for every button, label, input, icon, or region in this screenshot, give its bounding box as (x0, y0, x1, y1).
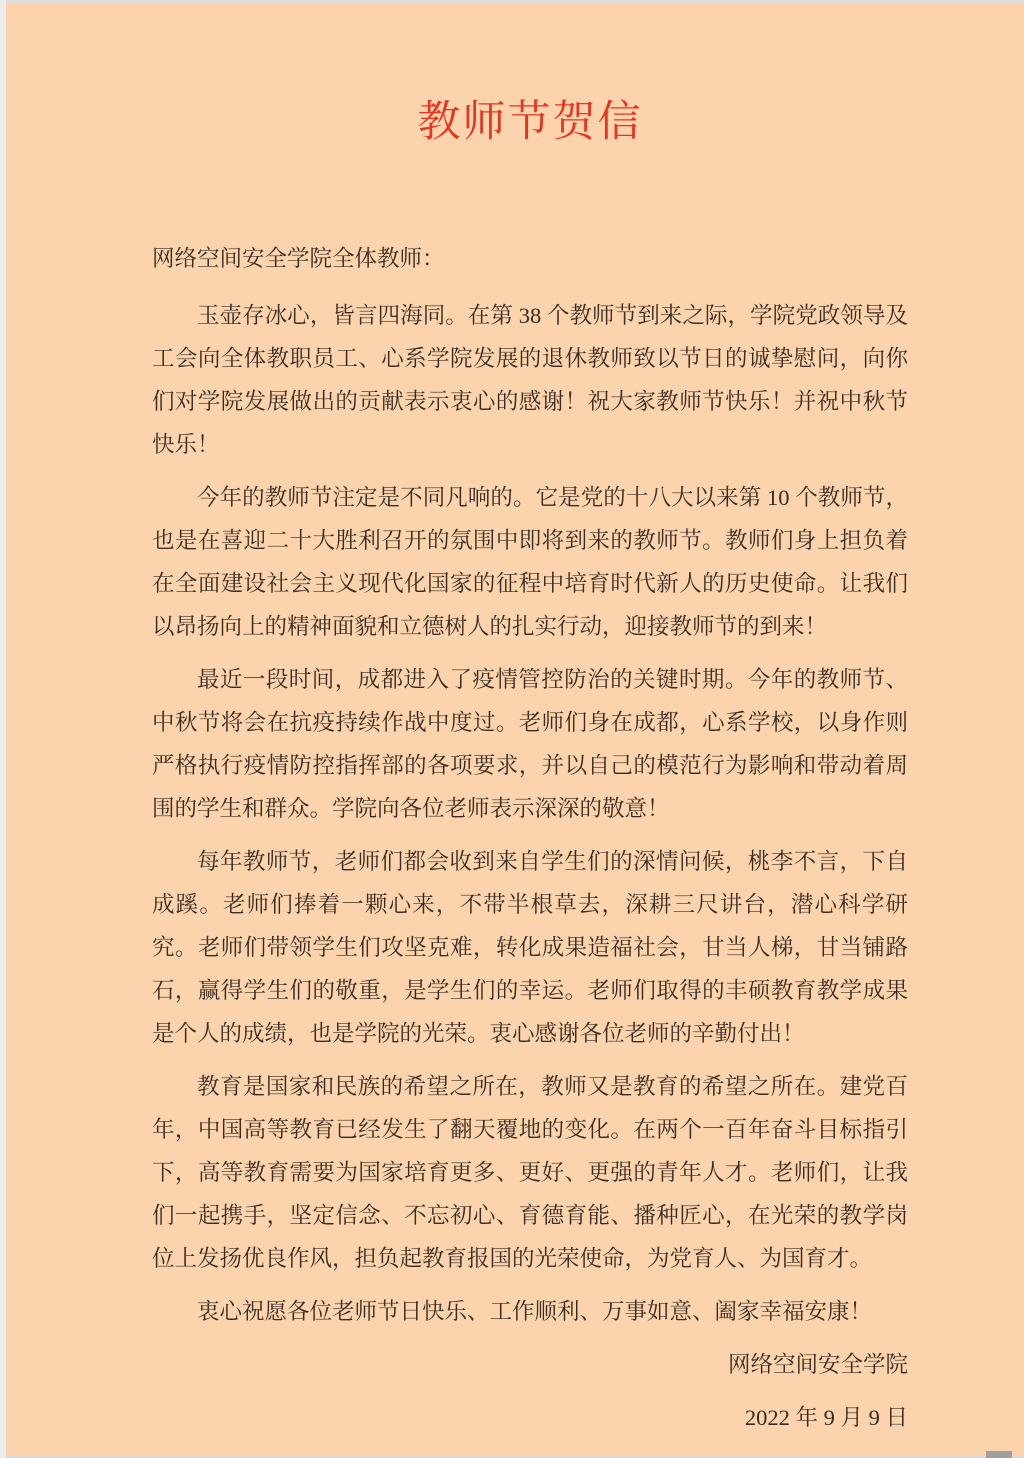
letter-paragraph-1: 玉壶存冰心，皆言四海同。在第 38 个教师节到来之际，学院党政领导及工会向全体教职员工、心系学院发展的退休教师致以节日的诚挚慰问，向你们对学院发展做出的贡献表示衷心的感谢！祝大家教师节快乐！并祝中秋节快乐！ (152, 303, 908, 457)
letter-paragraph-5: 教育是国家和民族的希望之所在，教师又是教育的希望之所在。建党百年，中国高等教育已经发生了翻天覆地的变化。在两个一百年奋斗目标指引下，高等教育需要为国家培育更多、更好、更强的青年人才。老师们，让我们一起携手，坚定信念、不忘初心、育德育能、播种匠心，在光荣的教学岗位上发扬优良作风，担负起教育报国的光荣使命，为党育人、为国育才。 (152, 1074, 908, 1271)
letter-paragraph-4: 每年教师节，老师们都会收到来自学生们的深情问候，桃李不言，下自成蹊。老师们捧着一颗心来，不带半根草去，深耕三尺讲台，潜心科学研究。老师们带领学生们攻坚克难，转化成果造福社会，甘当人梯，甘当铺路石，赢得学生们的敬重，是学生们的幸运。老师们取得的丰硕教育教学成果是个人的成绩，也是学院的光荣。衷心感谢各位老师的辛勤付出！ (152, 849, 908, 1046)
letter-title: 教师节贺信 (417, 99, 643, 146)
letter-salutation: 网络空间安全学院全体教师： (152, 246, 445, 271)
letter-paragraph-2: 今年的教师节注定是不同凡响的。它是党的十八大以来第 10 个教师节，也是在喜迎二十大胜利召开的氛围中即将到来的教师节。教师们身上担负着在全面建设社会主义现代化国家的征程中培育时代新人的历史使命。让我们以昂扬向上的精神面貌和立德树人的扎实行动，迎接教师节的到来！ (152, 485, 908, 639)
scrollbar-corner-mark (986, 1451, 1012, 1458)
page-edge-left (0, 0, 6, 1458)
letter-signature: 网络空间安全学院 (727, 1352, 908, 1377)
letter-paragraph-3: 最近一段时间，成都进入了疫情管控防治的关键时期。今年的教师节、中秋节将会在抗疫持续作战中度过。老师们身在成都，心系学校，以身作则严格执行疫情防控指挥部的各项要求，并以自己的模范行为影响和带动着周围的学生和群众。学院向各位老师表示深深的敬意！ (152, 667, 908, 821)
letter-date: 2022 年 9 月 9 日 (744, 1405, 908, 1430)
letter-closing: 衷心祝愿各位老师节日快乐、工作顺利、万事如意、阖家幸福安康！ (197, 1299, 873, 1324)
page-edge-top (0, 0, 1024, 4)
